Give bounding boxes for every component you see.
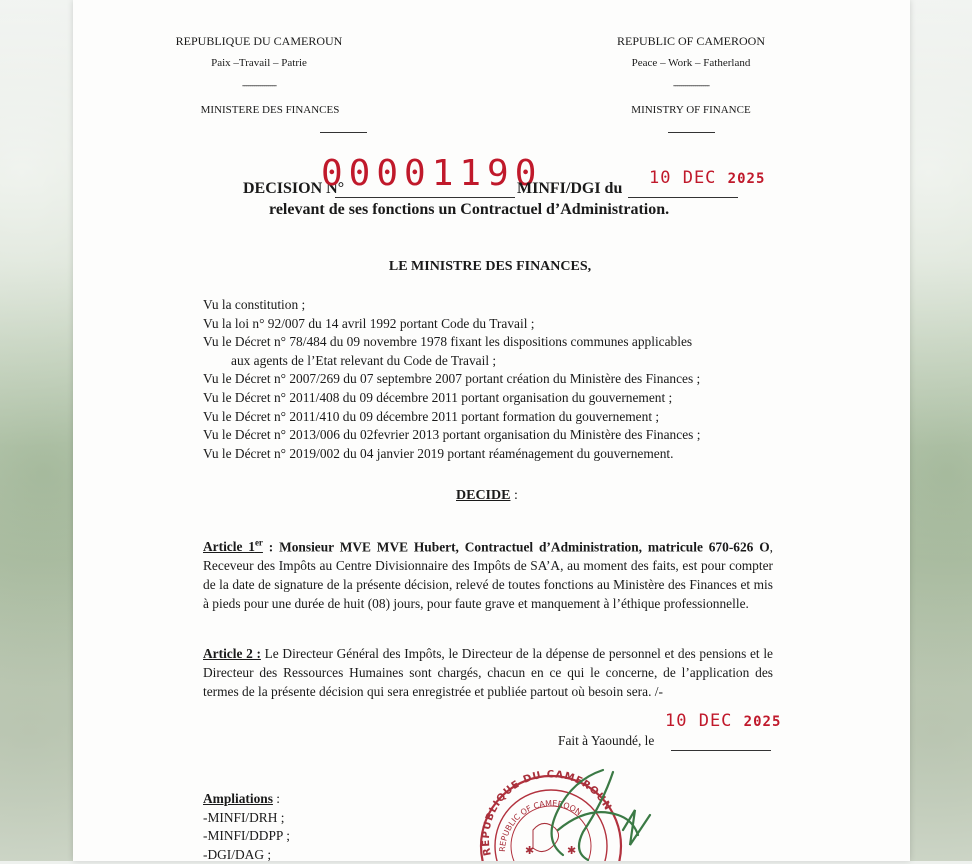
header-left-dashes: ----------------- xyxy=(199,80,319,90)
decide-heading: DECIDE : xyxy=(456,488,518,504)
vu-line: Vu le Décret n° 78/484 du 09 novembre 1978 fixant les dispositions communes applicables xyxy=(203,333,700,352)
vu-line: Vu le Décret n° 2019/002 du 04 janvier 2019 portant réaménagement du gouvernement. xyxy=(203,445,700,464)
decision-date-stamp: 10 DEC 2025 xyxy=(649,170,765,187)
minister-title: LE MINISTRE DES FINANCES, xyxy=(389,259,591,275)
header-right-ministry: MINISTRY OF FINANCE xyxy=(606,104,776,116)
decision-number-underline xyxy=(335,197,515,198)
document-page xyxy=(73,0,910,861)
vu-line: Vu la loi n° 92/007 du 14 avril 1992 portant Code du Travail ; xyxy=(203,315,700,334)
svg-text:✱: ✱ xyxy=(525,844,534,857)
ampliations: Ampliations : -MINFI/DRH ; -MINFI/DDPP ; -DGI/DAG ; xyxy=(203,790,290,864)
background-right xyxy=(910,0,972,861)
vu-line: Vu le Décret n° 2007/269 du 07 septembre 2007 portant création du Ministère des Finances ; xyxy=(203,370,700,389)
ampliation-item: -MINFI/DDPP ; xyxy=(203,827,290,846)
decision-prefix: DECISION N° xyxy=(243,180,344,198)
svg-text:REPUBLIQUE DU CAMEROUN: REPUBLIQUE DU CAMEROUN xyxy=(481,769,614,856)
vu-line: Vu le Décret n° 2011/410 du 09 décembre 2011 portant formation du gouvernement ; xyxy=(203,408,700,427)
decision-suffix: MINFI/DGI du xyxy=(517,180,622,198)
article-2-label: Article 2 : xyxy=(203,646,261,661)
header-left-ministry: MINISTERE DES FINANCES xyxy=(175,104,365,116)
official-seal-icon xyxy=(481,769,621,861)
header-left-rule xyxy=(320,132,367,133)
signature-date-stamp: 10 DEC 2025 xyxy=(665,713,781,730)
header-left-motto: Paix –Travail – Patrie xyxy=(174,57,344,69)
decision-subtitle: relevant de ses fonctions un Contractuel d’Administration. xyxy=(269,201,669,219)
decision-number-stamp: 00001190 xyxy=(321,156,542,192)
svg-text:✱: ✱ xyxy=(567,844,576,857)
svg-text:REPUBLIC OF CAMEROON: REPUBLIC OF CAMEROON xyxy=(498,799,583,852)
article-2-text: Le Directeur Général des Impôts, le Directeur de la dépense de personnel et des pensions et le Directeur des Ressources Humaines sont chargés, chacun en ce qui le concerne, de l’application des termes de la présente décision qui sera enregistrée et publiée partout où besoin sera. /- xyxy=(203,646,773,699)
ampliation-item: -DGI/DAG ; xyxy=(203,846,290,864)
signature-place: Fait à Yaoundé, le xyxy=(558,733,654,749)
signature-date-underline xyxy=(671,750,771,751)
ampliation-item: -MINFI/DRH ; xyxy=(203,809,290,828)
header-right-country: REPUBLIC OF CAMEROON xyxy=(606,34,776,49)
decision-date-underline xyxy=(628,197,738,198)
vu-line: aux agents de l’Etat relevant du Code de Travail ; xyxy=(203,352,700,371)
header-right-rule xyxy=(668,132,715,133)
background-left xyxy=(0,0,73,861)
vu-line: Vu le Décret n° 2013/006 du 02fevrier 2013 portant organisation du Ministère des Finances ; xyxy=(203,426,700,445)
considerations-list xyxy=(203,296,700,463)
article-2 xyxy=(203,645,773,701)
vu-line: Vu le Décret n° 2011/408 du 09 décembre 2011 portant organisation du gouvernement ; xyxy=(203,389,700,408)
article-1: Article 1er : Monsieur MVE MVE Hubert, Contractuel d’Administration, matricule 670-626 O, Receveur des Impôts au Centre Divisionnaire des Impôts de SA’A, au moment des faits, est pour compter de la date de signature de la présente décision, relevé de toutes fonctions au Ministère des Finances et mis à pieds pour une durée de huit (08) jours, pour faute grave et manquement à l’éthique professionnelle. xyxy=(203,534,773,614)
header-left-country: REPUBLIQUE DU CAMEROUN xyxy=(174,34,344,49)
vu-line: Vu la constitution ; xyxy=(203,296,700,315)
header-right-dashes: ------------------ xyxy=(631,80,751,90)
article-1-bold: Monsieur MVE MVE Hubert, Contractuel d’Administration, matricule 670-626 O xyxy=(279,539,770,554)
official-seal-signature xyxy=(463,760,663,861)
article-1-text: , Receveur des Impôts au Centre Divisionnaire des Impôts de SA’A, au moment des faits, est pour compter de la date de signature de la présente décision, relevé de toutes fonctions au Ministère des Finances et mis à pieds pour une durée de huit (08) jours, pour faute grave et manquement à l’éthique professionnelle. xyxy=(203,539,773,610)
header-right-motto: Peace – Work – Fatherland xyxy=(606,57,776,69)
article-1-label: Article 1er xyxy=(203,539,263,554)
